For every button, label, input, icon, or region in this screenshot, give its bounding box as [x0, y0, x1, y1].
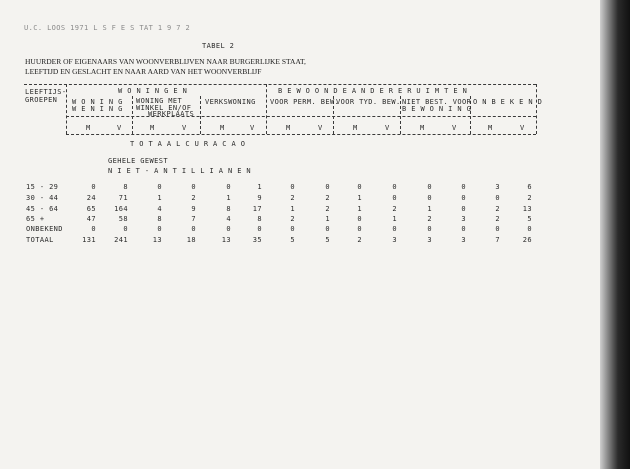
table-cell: 24 — [86, 194, 96, 202]
col-divider — [132, 96, 133, 134]
table-cell: 0 — [226, 225, 231, 233]
table-cell: 2 — [290, 215, 295, 223]
table-cell: 8 — [226, 205, 231, 213]
sex-header-female: V — [250, 124, 255, 132]
table-cell: 0 — [257, 225, 262, 233]
table-cell: 7 — [191, 215, 196, 223]
table-cell: 0 — [392, 194, 397, 202]
table-cell: 47 — [86, 215, 96, 223]
table-cell: 1 — [290, 205, 295, 213]
table-cell: 6 — [527, 183, 532, 191]
table-cell: 2 — [495, 215, 500, 223]
archive-stamp: U.C. LOOS 1971 L S F E S TAT 1 9 7 2 — [24, 24, 191, 32]
table-cell: 0 — [357, 225, 362, 233]
table-cell: 0 — [290, 183, 295, 191]
table-cell: 3 — [461, 236, 466, 244]
table-cell: 2 — [325, 194, 330, 202]
table-cell: 7 — [495, 236, 500, 244]
sex-header-female: V — [318, 124, 323, 132]
voor-pers-header: VOOR PERM. BEW. — [270, 98, 340, 106]
table-cell: 0 — [226, 183, 231, 191]
table-cell: 26 — [522, 236, 532, 244]
row-label: TOTAAL — [26, 236, 54, 244]
table-cell: 0 — [527, 225, 532, 233]
table-number: TABEL 2 — [202, 42, 235, 50]
woning-header-1: W O N I N G — [72, 98, 123, 106]
table-cell: 0 — [461, 205, 466, 213]
woningen-header: W O N I N G E N — [118, 87, 188, 95]
table-cell: 0 — [427, 194, 432, 202]
table-cell: 1 — [257, 183, 262, 191]
table-cell: 0 — [157, 183, 162, 191]
onbekend-header: O N B E K E N D — [473, 98, 543, 106]
sex-header-male: M — [286, 124, 291, 132]
table-cell: 1 — [427, 205, 432, 213]
table-cell: 2 — [427, 215, 432, 223]
voor-tijd-header: VOOR TYD. BEW. — [336, 98, 401, 106]
sex-header-male: M — [150, 124, 155, 132]
table-cell: 0 — [191, 183, 196, 191]
woning-met-header-1: WONING MET — [136, 97, 183, 105]
table-cell: 0 — [461, 194, 466, 202]
table-cell: 71 — [118, 194, 128, 202]
table-cell: 0 — [392, 225, 397, 233]
table-cell: 1 — [226, 194, 231, 202]
table-cell: 0 — [191, 225, 196, 233]
table-cell: 5 — [325, 236, 330, 244]
table-cell: 13 — [152, 236, 162, 244]
niet-best-header-1: NIET BEST. VOOR — [402, 98, 472, 106]
niet-best-header-2: B E W O N I N G — [402, 105, 472, 113]
row-label: 65 + — [26, 215, 45, 223]
table-cell: 0 — [461, 225, 466, 233]
table-cell: 0 — [357, 215, 362, 223]
table-cell: 0 — [495, 194, 500, 202]
table-title-line-1: HUURDER OF EIGENAARS VAN WOONVERBLIJVEN NAAR BURGERLIJKE STAAT, — [25, 57, 306, 66]
table-cell: 164 — [114, 205, 128, 213]
population-label: N I E T - A N T I L L I A N E N — [108, 167, 252, 175]
section-total: T O T A A L C U R A C A O — [130, 140, 246, 148]
table-cell: 3 — [495, 183, 500, 191]
woning-met-header-3: WERKPLAATS — [148, 110, 195, 118]
verkswoning-header: VERKSWONING — [205, 98, 256, 106]
table-cell: 0 — [427, 225, 432, 233]
table-cell: 8 — [157, 215, 162, 223]
table-cell: 2 — [325, 205, 330, 213]
table-cell: 17 — [252, 205, 262, 213]
table-cell: 131 — [82, 236, 96, 244]
table-cell: 3 — [461, 215, 466, 223]
table-cell: 13 — [522, 205, 532, 213]
table-cell: 0 — [495, 225, 500, 233]
table-cell: 2 — [527, 194, 532, 202]
table-cell: 241 — [114, 236, 128, 244]
table-cell: 0 — [325, 225, 330, 233]
col-divider — [266, 84, 267, 134]
sex-header-male: M — [420, 124, 425, 132]
header-rule-bottom — [66, 134, 536, 135]
sex-header-female: V — [520, 124, 525, 132]
table-cell: 2 — [392, 205, 397, 213]
woning-met-header-2: WINKEL EN/OF — [136, 104, 192, 112]
table-cell: 0 — [357, 183, 362, 191]
table-cell: 4 — [226, 215, 231, 223]
age-group-header-2: GROEPEN — [25, 96, 58, 104]
table-cell: 0 — [157, 225, 162, 233]
table-cell: 0 — [91, 183, 96, 191]
table-cell: 2 — [290, 194, 295, 202]
table-cell: 1 — [157, 194, 162, 202]
table-cell: 0 — [427, 183, 432, 191]
header-rule-top — [24, 84, 536, 85]
table-cell: 0 — [123, 225, 128, 233]
sex-header-female: V — [182, 124, 187, 132]
sex-header-male: M — [353, 124, 358, 132]
sex-header-female: V — [385, 124, 390, 132]
col-divider — [536, 84, 537, 134]
table-cell: 0 — [392, 183, 397, 191]
sex-header-male: M — [220, 124, 225, 132]
col-divider — [200, 96, 201, 134]
header-rule-mid — [66, 116, 536, 117]
table-cell: 5 — [527, 215, 532, 223]
sex-header-male: M — [86, 124, 91, 132]
table-cell: 58 — [118, 215, 128, 223]
table-cell: 8 — [123, 183, 128, 191]
table-cell: 9 — [257, 194, 262, 202]
table-cell: 2 — [357, 236, 362, 244]
table-cell: 1 — [392, 215, 397, 223]
row-label: 45 - 64 — [26, 205, 59, 213]
table-cell: 0 — [290, 225, 295, 233]
table-cell: 18 — [186, 236, 196, 244]
table-cell: 0 — [461, 183, 466, 191]
table-cell: 9 — [191, 205, 196, 213]
table-cell: 3 — [392, 236, 397, 244]
woning-header-2: W E N I N G — [72, 105, 123, 113]
table-cell: 1 — [357, 194, 362, 202]
table-cell: 13 — [221, 236, 231, 244]
sex-header-male: M — [488, 124, 493, 132]
region-label: GEHELE GEWEST — [108, 157, 168, 165]
bewoonde-header: B E W O O N D E A N D E R E R U I M T E N — [278, 87, 468, 95]
row-label: 15 - 29 — [26, 183, 59, 191]
row-label: 30 - 44 — [26, 194, 59, 202]
row-label: ONBEKEND — [26, 225, 63, 233]
table-cell: 2 — [191, 194, 196, 202]
table-cell: 1 — [357, 205, 362, 213]
table-cell: 2 — [495, 205, 500, 213]
table-title-line-2: LEEFTIJD EN GESLACHT EN NAAR AARD VAN HET WOONVERBLIJF — [25, 67, 262, 76]
table-cell: 1 — [325, 215, 330, 223]
table-cell: 35 — [252, 236, 262, 244]
table-cell: 3 — [427, 236, 432, 244]
sex-header-female: V — [117, 124, 122, 132]
table-cell: 0 — [91, 225, 96, 233]
table-cell: 65 — [86, 205, 96, 213]
page-edge — [600, 0, 630, 469]
table-cell: 8 — [257, 215, 262, 223]
table-cell: 5 — [290, 236, 295, 244]
table-cell: 4 — [157, 205, 162, 213]
table-cell: 0 — [325, 183, 330, 191]
age-group-header-1: LEEFTIJS- — [25, 88, 67, 96]
sex-header-female: V — [452, 124, 457, 132]
